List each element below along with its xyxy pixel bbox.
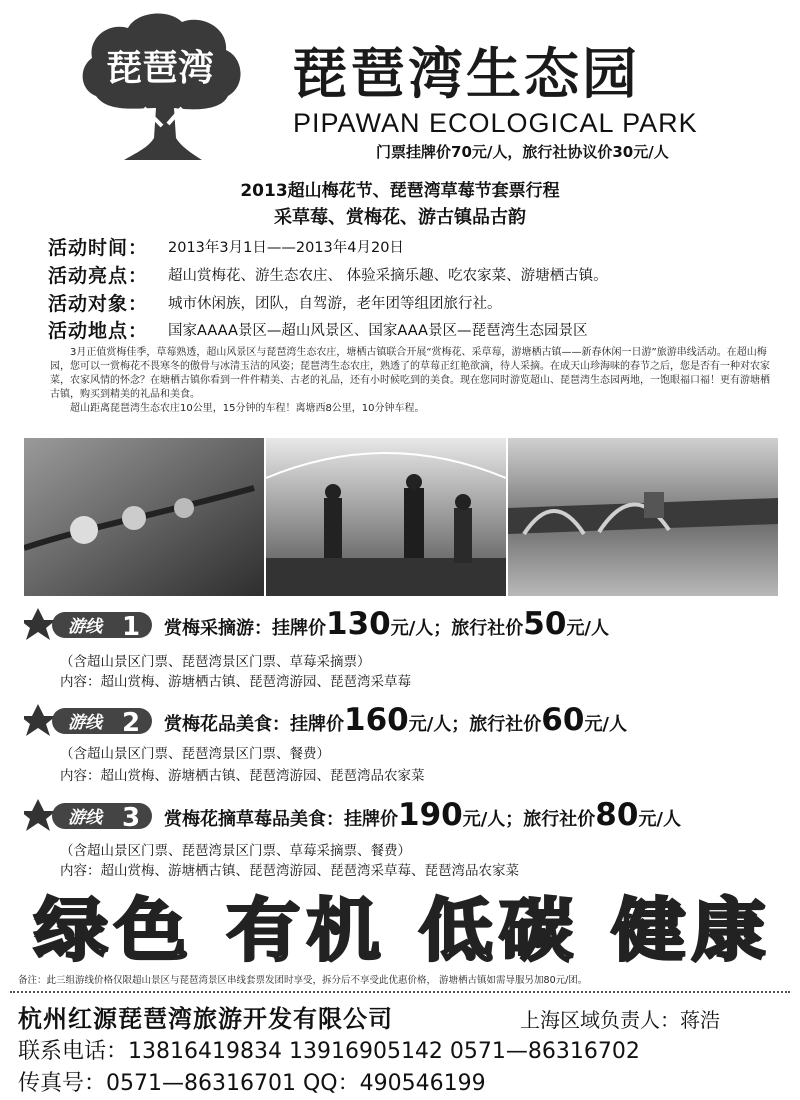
route-price-unit: 元/人: [638, 809, 682, 830]
info-row-time: [48, 233, 404, 259]
footnote: 备注：此三组游线价格仅限超山景区与琵琶湾景区串线套票发团时享受，拆分后不享受此优惠价格， 游塘栖古镇如需导服另加80元/团。: [18, 975, 588, 986]
slogan-banner: [28, 884, 778, 970]
route-badge-icon: [24, 700, 156, 740]
route-title: [164, 702, 627, 738]
ancient-bridge-photo: [508, 438, 778, 596]
strawberry-greenhouse-photo: [266, 438, 506, 596]
route-price-unit: 元/人: [566, 618, 610, 639]
route-price-unit: 元/人: [584, 714, 628, 735]
info-value: 国家AAAA景区—超山风景区、国家AAA景区—琵琶湾生态园景区: [168, 322, 588, 339]
event-description: [50, 346, 770, 416]
company-name: 杭州红源琵琶湾旅游开发有限公司: [18, 1005, 393, 1033]
route-includes: （含超山景区门票、琵琶湾景区门票、餐费）: [60, 746, 330, 762]
route-title: [164, 797, 681, 833]
route-price-mid: 元/人；旅行社价: [462, 809, 596, 830]
phone-line: 联系电话：13816419834 13916905142 0571—86316702: [18, 1039, 640, 1064]
description-paragraph: 超山距离琵琶湾生态农庄10公里，15分钟的车程！离塘西8公里，10分钟车程。: [70, 403, 425, 414]
slogan-text: 绿色 有机 低碳 健康: [34, 892, 772, 970]
route-content: 内容：超山赏梅、游塘栖古镇、琵琶湾游园、琵琶湾采草莓、琵琶湾品农家菜: [60, 863, 519, 879]
route-badge-label: 游线: [68, 808, 102, 828]
route-name: 赏梅花品美食：挂牌价: [164, 714, 344, 735]
route-includes: （含超山景区门票、琵琶湾景区门票、草莓采摘票、餐费）: [60, 843, 411, 859]
info-label: 活动时间：: [48, 236, 149, 259]
park-title: 琵琶湾生态园: [292, 42, 641, 106]
route-content: 内容：超山赏梅、游塘栖古镇、琵琶湾游园、琵琶湾品农家菜: [60, 768, 425, 784]
route-content: 内容：超山赏梅、游塘栖古镇、琵琶湾游园、琵琶湾采草莓: [60, 674, 411, 690]
route-badge-number: 1: [122, 612, 141, 642]
route-badge-label: 游线: [68, 713, 102, 733]
park-subtitle: PIPAWAN ECOLOGICAL PARK: [293, 108, 698, 138]
route-agency-price: 60: [541, 702, 585, 738]
route-title: [164, 606, 609, 642]
fax-line: 传真号：0571—86316701 QQ：490546199: [18, 1071, 486, 1096]
info-row-audience: [48, 289, 502, 315]
plum-blossom-photo: [24, 438, 264, 596]
info-value: 2013年3月1日——2013年4月20日: [168, 239, 404, 256]
info-row-location: [48, 316, 587, 342]
event-subheadline: 采草莓、赏梅花、游古镇品古韵: [274, 207, 526, 228]
logo-text: 琵琶湾: [106, 47, 215, 89]
route-price-mid: 元/人；旅行社价: [408, 714, 542, 735]
tree-logo-icon: [78, 8, 248, 166]
info-value: 城市休闲族，团队，自驾游，老年团等组团旅行社。: [168, 295, 502, 312]
route-list-price: 130: [326, 606, 391, 642]
divider: [10, 991, 790, 995]
route-badge-number: 2: [122, 708, 141, 738]
route-list-price: 160: [344, 702, 409, 738]
info-label: 活动对象：: [48, 292, 149, 315]
info-label: 活动亮点：: [48, 264, 149, 287]
route-agency-price: 80: [595, 797, 639, 833]
route-badge-label: 游线: [68, 617, 102, 637]
route-badge-icon: [24, 795, 156, 835]
description-paragraph: 3月正值赏梅佳季，草莓熟透，超山风景区与琵琶湾生态农庄，塘栖古镇联合开展“赏梅花、采草莓，游塘栖古镇——新春休闲一日游”旅游串线活动。在超山梅园，您可以一赏梅花不畏寒冬的傲骨与冰清玉洁的风姿；琵琶湾生态农庄，熟透了的草莓正红艳欲滴，待人采摘。在成天山珍海味的春节之后，您是否有一种对农家菜，农家风情的怀念？在塘栖古镇你看到一件件精美、古老的礼品，还有小时候吃到的美食。现在您同时游览超山、琵琶湾生态园两地，一饱眼福口福！更有游塘栖古镇，购买到精美的礼品和美食。: [50, 347, 770, 400]
route-badge-number: 3: [122, 803, 141, 833]
info-label: 活动地点：: [48, 319, 149, 342]
route-price-mid: 元/人；旅行社价: [390, 618, 524, 639]
route-agency-price: 50: [523, 606, 567, 642]
route-list-price: 190: [398, 797, 463, 833]
contact-person: 上海区域负责人：蒋浩: [520, 1008, 720, 1032]
info-row-highlights: [48, 261, 608, 287]
route-name: 赏梅采摘游：挂牌价: [164, 618, 326, 639]
ticket-price-note: 门票挂牌价70元/人，旅行社协议价30元/人: [376, 143, 669, 161]
route-name: 赏梅花摘草莓品美食：挂牌价: [164, 809, 398, 830]
info-value: 超山赏梅花、游生态农庄、 体验采摘乐趣、吃农家菜、游塘栖古镇。: [168, 267, 608, 284]
event-headline: 2013超山梅花节、琵琶湾草莓节套票行程: [240, 181, 560, 201]
route-badge-icon: [24, 604, 156, 644]
route-includes: （含超山景区门票、琵琶湾景区门票、草莓采摘票）: [60, 654, 371, 670]
photo-strip: [24, 438, 778, 596]
